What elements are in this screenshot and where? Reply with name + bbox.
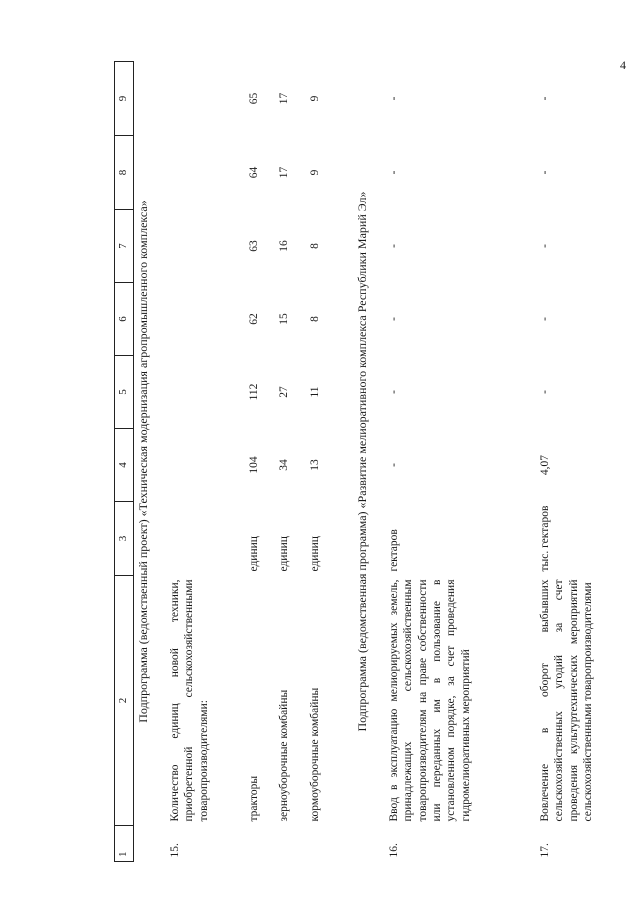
indicator-value: 27: [278, 386, 291, 398]
row-number: 15.: [168, 843, 181, 858]
indicator-value: 63: [247, 240, 260, 252]
indicator-value: 16: [278, 240, 291, 252]
indicator-value: [166, 356, 245, 429]
indicator-value: [166, 283, 245, 356]
column-number: 4: [115, 429, 134, 502]
indicator-value: -: [538, 390, 551, 394]
subprogram-title: Подпрограмма (ведомственный проект) «Техническая модернизация агропромышленного комплекса»: [135, 200, 150, 723]
indicator-value: -: [387, 463, 400, 467]
indicator-unit: единиц: [247, 536, 260, 572]
indicator-value: -: [538, 317, 551, 321]
subprogram-title: Подпрограмма (ведомственная программа) «Развитие мелиоративного комплекса Республики Марий Эл»: [354, 191, 369, 732]
indicator-value: 112: [247, 383, 260, 401]
indicator-unit: [166, 502, 245, 576]
indicator-value: 17: [278, 166, 291, 179]
indicator-name: Ввод в эксплуатацию мелиорируемых земель, принадлежащих сельскохозяйственным товаропроизводителям на праве собственности или переданных им в пользование в установленном порядке, за счет проведения гидромелиоративных мероприятий: [387, 579, 472, 822]
table-row: [275, 62, 306, 862]
column-number: 5: [115, 356, 134, 429]
table-row: [385, 62, 536, 862]
rotated-table-frame: [114, 62, 639, 862]
indicator-value: -: [538, 244, 551, 248]
table-row: [245, 62, 276, 862]
column-number: 3: [115, 502, 134, 576]
row-number: 17.: [538, 843, 551, 858]
indicator-value: 17: [278, 92, 291, 105]
indicator-value: -: [538, 170, 551, 175]
row-number: 16.: [387, 843, 400, 858]
subprogram-heading-row: [337, 62, 385, 862]
indicator-value: 11: [309, 386, 322, 398]
indicator-value: 15: [278, 313, 291, 325]
indicator-name: зерноуборочные комбайны: [278, 689, 291, 822]
indicator-value: 62: [247, 313, 260, 325]
indicator-value: 34: [278, 459, 291, 471]
indicator-name: Количество единиц новой техники, приобретенной сельскохозяйственными товаропроизводителями:: [168, 579, 210, 822]
table-row: [166, 62, 245, 862]
indicator-name: кормоуборочные комбайны: [309, 687, 322, 822]
table-row: [536, 62, 639, 862]
indicator-value: 9: [309, 95, 322, 102]
indicator-value: 9: [309, 169, 322, 176]
subprogram-heading-row: [133, 62, 166, 862]
indicator-unit: гектаров: [387, 529, 400, 572]
indicator-unit: тыс. гектаров: [538, 505, 551, 572]
indicator-value: 64: [247, 166, 260, 179]
indicator-value: [166, 62, 245, 136]
indicator-value: 8: [309, 243, 322, 249]
indicator-value: 13: [309, 459, 322, 471]
indicator-value: [166, 429, 245, 502]
row-number: [306, 826, 337, 862]
indicator-value: [166, 210, 245, 283]
indicator-value: 8: [309, 316, 322, 322]
indicator-name: Вовлечение в оборот выбывших сельскохозяйственных угодий за счет проведения культуртехнических мероприятий сельскохозяйственными товаропроизводителями: [538, 579, 595, 822]
column-number: 9: [115, 62, 134, 136]
indicator-value: -: [387, 170, 400, 175]
indicator-value: 4,07: [538, 454, 551, 476]
column-number: 6: [115, 283, 134, 356]
indicator-unit: единиц: [278, 536, 291, 572]
column-number-row: [115, 62, 134, 862]
indicators-table: [114, 61, 639, 862]
page-number: 4: [620, 58, 626, 72]
row-number: [275, 826, 306, 862]
indicator-unit: единиц: [309, 536, 322, 572]
column-number: 1: [115, 826, 134, 862]
indicator-value: -: [387, 244, 400, 248]
indicator-name: тракторы: [247, 775, 260, 822]
indicator-value: -: [538, 96, 551, 101]
indicator-value: -: [387, 317, 400, 321]
indicator-value: -: [387, 96, 400, 101]
table-row: [306, 62, 337, 862]
column-number: 8: [115, 136, 134, 210]
column-number: 2: [115, 576, 134, 826]
column-number: 7: [115, 210, 134, 283]
indicator-value: 65: [247, 92, 260, 105]
indicator-value: -: [387, 390, 400, 394]
row-number: [245, 826, 276, 862]
indicator-value: 104: [247, 456, 260, 474]
indicator-value: [166, 136, 245, 210]
